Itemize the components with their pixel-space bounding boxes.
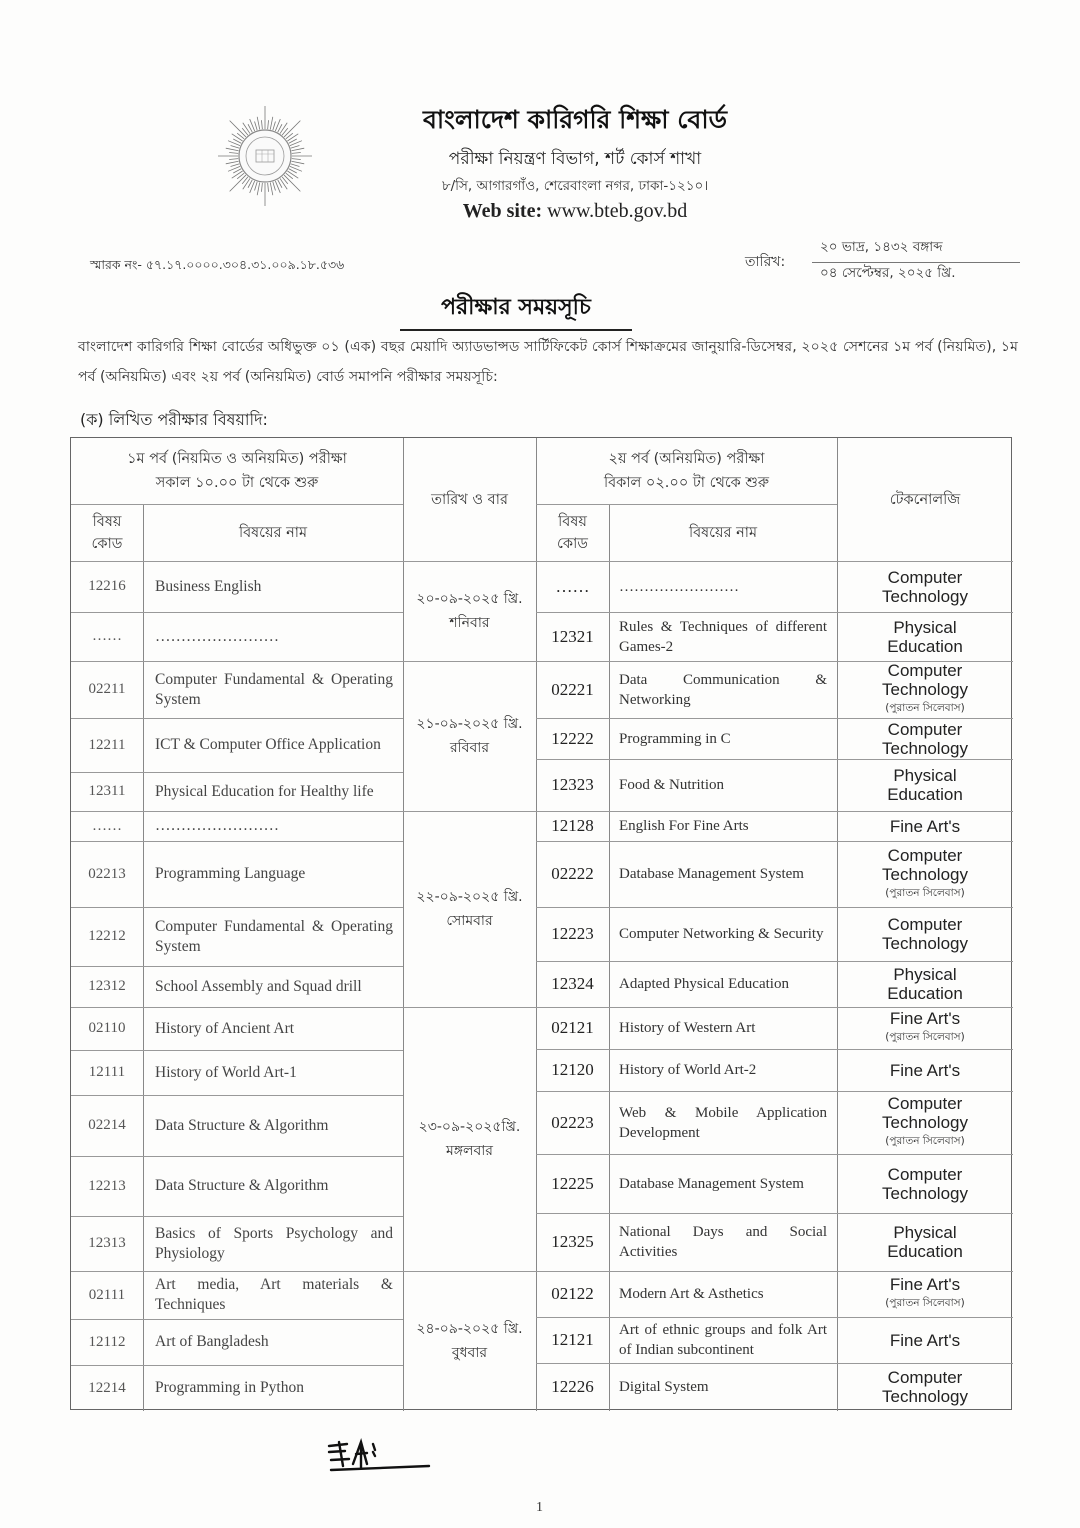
signature: [325, 1438, 435, 1478]
technology-name: Physical Education: [887, 617, 963, 656]
subject-name-text: Data Structure & Algorithm: [155, 1177, 329, 1194]
subject-name-text: ……………………: [619, 578, 739, 595]
technology-cell: [837, 612, 1013, 661]
page-number: 1: [536, 1500, 543, 1515]
subject-code: 12324: [551, 974, 594, 993]
subject-name-text: Database Management System: [619, 866, 804, 882]
technology-header: টেকনোলজি: [889, 491, 961, 508]
subject-name-text: Database Management System: [619, 1175, 804, 1192]
subject-name: [143, 1365, 403, 1411]
old-syllabus-note: (পুরাতন সিলেবাস): [885, 1297, 965, 1309]
subject-code: 12213: [88, 1177, 126, 1194]
subject-name-text: Food & Nutrition: [619, 777, 725, 793]
subject-name-text: Computer Fundamental & Operating System: [155, 670, 393, 708]
subject-name: [143, 1271, 403, 1319]
subject-code: 02213: [88, 865, 126, 882]
subject-name-text: History of Ancient Art: [155, 1019, 295, 1037]
subject-name: [143, 561, 403, 612]
subject-name-text: English For Fine Arts: [619, 818, 749, 834]
subject-name: [143, 1319, 403, 1365]
subject-name: [143, 907, 403, 966]
technology-cell: [837, 1091, 1013, 1154]
subject-code: 12111: [88, 1064, 126, 1080]
technology-cell: [837, 1154, 1013, 1213]
subject-name-text: Data Communication & Networking: [619, 671, 827, 708]
subject-code: 02222: [551, 864, 594, 883]
subject-name-text: Data Structure & Algorithm: [155, 1116, 329, 1134]
date-bangla: ২০ ভাদ্র, ১৪৩২ বঙ্গাব্দ: [812, 236, 1020, 263]
board-seal-logo: [218, 104, 312, 208]
subject-name: [143, 612, 403, 661]
subject-name-text: Programming in C: [619, 730, 731, 747]
section-label: (ক) লিখিত পরীক্ষার বিষয়াদি:: [80, 410, 268, 429]
subject-name: [143, 966, 403, 1007]
intro-paragraph: বাংলাদেশ কারিগরি শিক্ষা বোর্ডের অধিভুক্ত ০১ (এক) বছর মেয়াদি অ্যাডভান্সড সার্টিফিকেট কোর্স শিক্ষাক্রমের জানুয়ারি-ডিসেম্বর, ২০২৫ সেশনের ১ম পর্ব (নিয়মিত), ১ম পর্ব (অনিয়মিত) এবং ২য় পর্ব (অনিয়মিত) বোর্ড সমাপনি পরীক্ষার সময়সূচি:: [78, 339, 1018, 385]
subject-code: 12112: [88, 1333, 126, 1350]
subject-name-text: ICT & Computer Office Application: [155, 736, 381, 753]
technology-name: Computer Technology: [881, 1368, 968, 1406]
exam-date: ২০-০৯-২০২৫ খ্রি.: [416, 591, 523, 607]
old-syllabus-note: (পুরাতন সিলেবাস): [885, 886, 965, 899]
subject-name: [609, 1213, 837, 1271]
date-label: তারিখ:: [745, 254, 786, 270]
subject-name: [609, 1091, 837, 1154]
date-header: তারিখ ও বার: [431, 491, 508, 508]
subject-code: ……: [92, 628, 122, 644]
technology-cell: [837, 1317, 1013, 1363]
subject-name-text: Physical Education for Healthy life: [155, 782, 374, 800]
website-label: Web site:: [462, 200, 543, 222]
subject-name: [609, 1271, 837, 1317]
technology-name: Physical Education: [887, 1223, 963, 1261]
table-rule: [71, 504, 403, 505]
subject-name-text: Programming in Python: [155, 1379, 304, 1396]
technology-name: Fine Art's: [889, 816, 961, 836]
table-rule: [536, 504, 837, 505]
subject-name-text: Art of Bangladesh: [155, 1333, 269, 1350]
exam-date: ২২-০৯-২০২৫ খ্রি.: [416, 889, 523, 905]
subject-code: 12226: [551, 1377, 594, 1396]
exam-date: ২১-০৯-২০২৫ খ্রি.: [416, 716, 523, 732]
subject-name: [609, 841, 837, 907]
exam-date-cell: [403, 811, 536, 1007]
subject-code: 12313: [88, 1235, 126, 1251]
subject-name-text: ……………………: [155, 627, 279, 645]
subject-name-text: Adapted Physical Education: [619, 976, 789, 992]
technology-name: Fine Art's: [889, 1009, 961, 1028]
subject-code: 12323: [551, 775, 594, 794]
memo-number: স্মারক নং- ৫৭.১৭.০০০০.৩০৪.৩১.০০৯.১৮.৫৩৬: [90, 257, 345, 272]
subject-name: [609, 612, 837, 661]
technology-cell: [837, 841, 1013, 907]
website-url[interactable]: www.bteb.gov.bd: [547, 200, 688, 222]
subject-code: 12214: [88, 1379, 126, 1396]
subject-code: 12225: [551, 1173, 594, 1193]
code-header-line1: বিষয়: [92, 513, 122, 530]
left-name-header: বিষয়ের নাম: [238, 524, 308, 541]
left-code-header: [71, 504, 143, 561]
subject-code: 02223: [551, 1112, 594, 1132]
subject-name-text: Digital System: [619, 1379, 709, 1395]
technology-name: Fine Art's: [889, 1060, 961, 1080]
subject-name-text: Programming Language: [155, 865, 306, 882]
technology-name: Computer Technology: [881, 915, 968, 953]
subject-name: [143, 1095, 403, 1156]
department-name: পরীক্ষা নিয়ন্ত্রণ বিভাগ, শর্ট কোর্স শাখা: [448, 149, 702, 169]
subject-name: [609, 1317, 837, 1363]
subject-code: 12321: [551, 626, 594, 646]
subject-name: [143, 661, 403, 718]
old-syllabus-note: (পুরাতন সিলেবাস): [885, 1031, 965, 1043]
subject-code: 12325: [551, 1232, 594, 1251]
subject-name: [609, 1007, 837, 1049]
technology-cell: [837, 1213, 1013, 1271]
technology-cell: [837, 1049, 1013, 1091]
website-line: [395, 200, 755, 223]
subject-code: ……: [92, 817, 122, 834]
technology-name: Fine Art's: [889, 1275, 961, 1294]
technology-name: Computer Technology: [881, 1164, 968, 1203]
right-name-header: বিষয়ের নাম: [688, 524, 758, 541]
technology-name: Physical Education: [887, 965, 963, 1003]
subject-code: 12120: [551, 1060, 594, 1079]
subject-name: [143, 772, 403, 811]
technology-cell: [837, 718, 1013, 759]
subject-code: 12222: [551, 728, 594, 748]
subject-name: [143, 718, 403, 772]
subject-code: 02122: [551, 1284, 594, 1303]
subject-code: 02121: [551, 1018, 594, 1037]
exam-date-cell: [403, 661, 536, 811]
document-title: পরীক্ষার সময়সূচি: [400, 290, 632, 331]
subject-name: [609, 759, 837, 811]
subject-code: 02211: [88, 681, 126, 697]
subject-name-text: ……………………: [155, 817, 279, 834]
subject-name-text: Modern Art & Asthetics: [619, 1286, 764, 1302]
subject-name: [143, 1156, 403, 1216]
exam-day: বুধবার: [451, 1345, 488, 1361]
old-syllabus-note: (পুরাতন সিলেবাস): [885, 702, 965, 714]
subject-name: [143, 1050, 403, 1095]
subject-name-text: National Days and Social Activities: [619, 1224, 827, 1260]
left-group-header: [71, 438, 403, 504]
subject-name-text: Computer Networking & Security: [619, 926, 824, 942]
technology-name: Computer Technology: [881, 719, 968, 758]
subject-code: 02111: [88, 1286, 126, 1303]
subject-code: 12211: [88, 736, 126, 753]
organization-address: ৮/সি, আগারগাঁও, শেরেবাংলা নগর, ঢাকা-১২১০।: [441, 178, 709, 194]
subject-name-text: Art media, Art materials & Techniques: [155, 1276, 393, 1313]
technology-name: Computer Technology: [881, 661, 968, 699]
technology-cell: [837, 661, 1013, 718]
subject-name-text: Rules & Techniques of different Games-2: [619, 618, 827, 655]
subject-code: 12128: [551, 816, 594, 835]
old-syllabus-note: (পুরাতন সিলেবাস): [885, 1135, 965, 1147]
technology-cell: [837, 907, 1013, 961]
subject-name-text: Business English: [155, 577, 262, 595]
code-header-line2: কোড: [557, 535, 588, 552]
technology-cell: [837, 961, 1013, 1007]
left-group-title: ১ম পর্ব (নিয়মিত ও অনিয়মিত) পরীক্ষা: [127, 451, 347, 467]
technology-name: Fine Art's: [889, 1330, 961, 1350]
subject-code: 02110: [88, 1020, 126, 1036]
subject-name: [609, 661, 837, 718]
exam-date-cell: [403, 561, 536, 661]
subject-code: 02214: [88, 1117, 126, 1133]
subject-name-text: Web & Mobile Application Development: [619, 1104, 827, 1141]
subject-code: 12216: [88, 578, 126, 594]
subject-name-text: Art of ethnic groups and folk Art of Indian subcontinent: [619, 1322, 827, 1358]
subject-name: [143, 841, 403, 907]
subject-name: [609, 561, 837, 612]
technology-cell: [837, 1007, 1013, 1049]
subject-name-text: Computer Fundamental & Operating System: [155, 917, 393, 955]
subject-name: [609, 961, 837, 1007]
technology-cell: [837, 1271, 1013, 1317]
organization-name: বাংলাদেশ কারিগরি শিক্ষা বোর্ড: [423, 105, 727, 134]
right-code-header: [536, 504, 609, 561]
subject-name: [609, 1154, 837, 1213]
technology-cell: [837, 759, 1013, 811]
exam-day: শনিবার: [449, 615, 490, 631]
subject-name-text: School Assembly and Squad drill: [155, 977, 362, 995]
technology-cell: [837, 561, 1013, 612]
subject-name-text: History of World Art-1: [155, 1063, 297, 1081]
code-header-line1: বিষয়: [558, 513, 587, 530]
subject-name: [609, 1049, 837, 1091]
exam-day: মঙ্গলবার: [445, 1143, 494, 1159]
right-group-time: বিকাল ০২.০০ টা থেকে শুরু: [603, 475, 770, 491]
subject-name: [609, 1363, 837, 1411]
exam-date: ২৩-০৯-২০২৫খ্রি.: [418, 1119, 521, 1135]
subject-code: 12121: [551, 1330, 594, 1349]
subject-name: [143, 811, 403, 841]
technology-name: Computer Technology: [881, 1094, 968, 1132]
subject-name: [143, 1007, 403, 1050]
subject-name-text: History of World Art-2: [619, 1062, 757, 1078]
exam-day: রবিবার: [449, 740, 490, 756]
subject-name-text: History of Western Art: [619, 1020, 756, 1036]
subject-name-text: Basics of Sports Psychology and Physiology: [155, 1224, 393, 1262]
technology-name: Physical Education: [887, 766, 963, 804]
technology-name: Computer Technology: [881, 845, 968, 884]
exam-day: সোমবার: [446, 913, 493, 929]
subject-code: 12212: [88, 928, 126, 944]
date-gregorian: ০৪ সেপ্টেম্বর, ২০২৫ খ্রি.: [820, 265, 956, 281]
subject-code: 02221: [551, 679, 594, 699]
subject-name: [143, 1216, 403, 1271]
technology-cell: [837, 1363, 1013, 1411]
subject-code: 12312: [88, 978, 126, 994]
subject-name: [609, 718, 837, 759]
exam-schedule-table: [70, 437, 1012, 1410]
exam-date-cell: [403, 1271, 536, 1411]
subject-name: [609, 811, 837, 841]
right-group-header: [536, 438, 837, 504]
left-group-time: সকাল ১০.০০ টা থেকে শুরু: [155, 475, 319, 491]
code-header-line2: কোড: [91, 535, 123, 552]
subject-name: [609, 907, 837, 961]
exam-date-cell: [403, 1007, 536, 1271]
subject-code: ……: [555, 576, 590, 596]
subject-code: 12223: [551, 924, 594, 943]
right-group-title: ২য় পর্ব (অনিয়মিত) পরীক্ষা: [608, 451, 765, 467]
exam-date: ২৪-০৯-২০২৫ খ্রি.: [416, 1321, 523, 1337]
subject-code: 12311: [88, 783, 126, 799]
technology-name: Computer Technology: [881, 567, 968, 606]
technology-cell: [837, 811, 1013, 841]
